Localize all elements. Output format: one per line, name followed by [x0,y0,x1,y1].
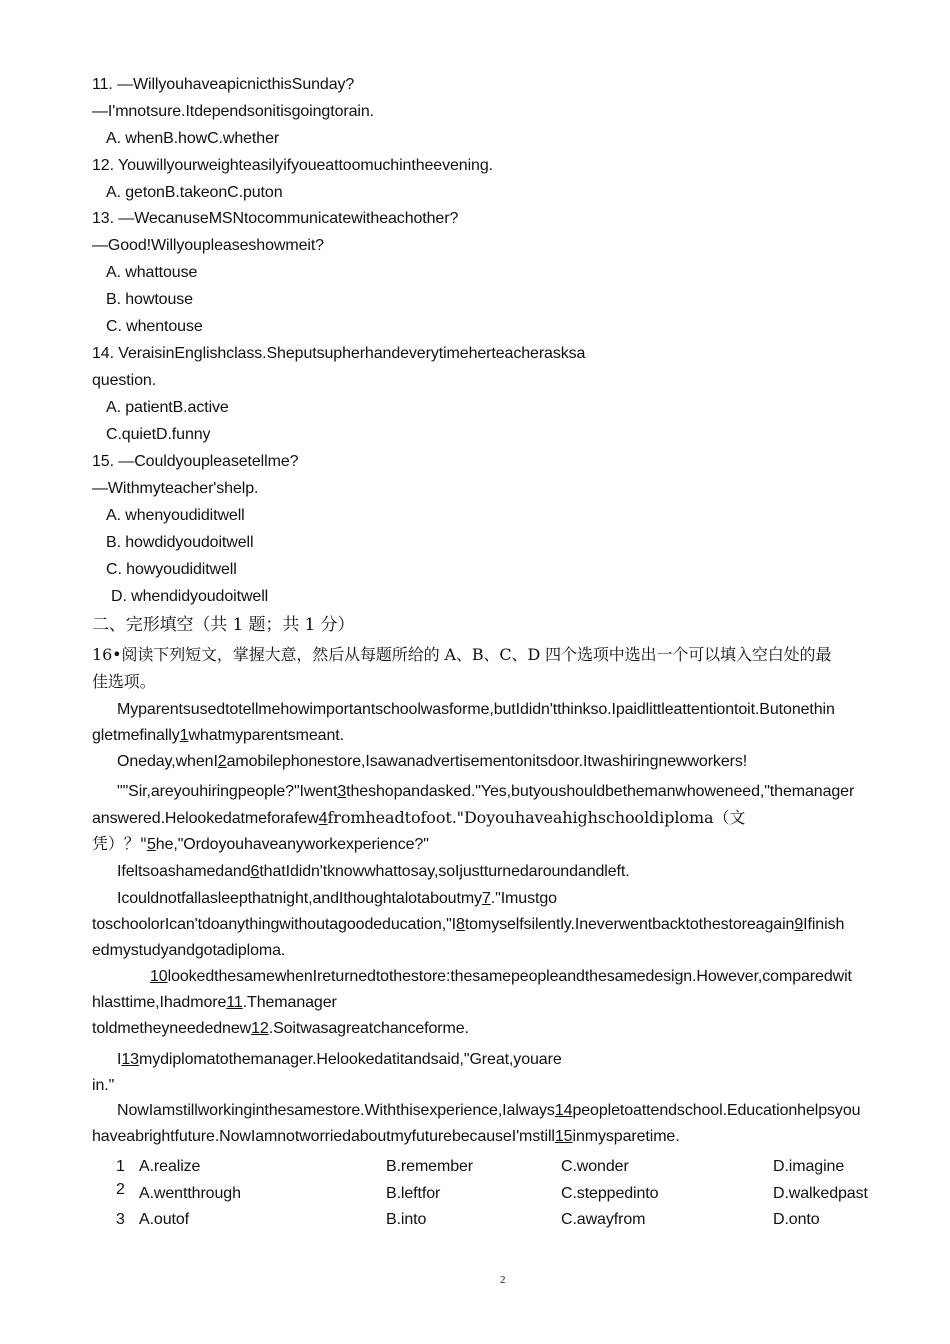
option-number: 2 [116,1181,125,1198]
option-number: 3 [116,1211,125,1228]
blank-15: 15 [554,1128,573,1145]
passage-line: I13mydiplomatothemanager.Helookedatitandsaid,"Great,youare [117,1051,562,1068]
passage-line: gletmefinally1whatmyparentsmeant. [92,727,344,744]
section-instruction-line2: 佳选项。 [92,672,156,691]
blank-14: 14 [554,1102,573,1119]
passage-line: Oneday,whenI2amobilephonestore,Isawanadvertisementonitsdoor.Itwashiringnewworkers! [117,753,748,770]
q15-option-b: B. howdidyoudoitwell [106,534,254,551]
option-d: D.walkedpast [773,1185,868,1202]
blank-7: 7 [481,890,491,907]
q13-option-c: C. whentouse [106,318,203,335]
passage-line: edmystudyandgotadiploma. [92,942,286,959]
passage-line: Myparentsusedtotellmehowimportantschoolwasforme,butIdidn'tthinkso.Ipaidlittleattentiontoit.Butonethin [117,701,835,718]
q15-option-c: C. howyoudiditwell [106,561,237,578]
passage-line: toschoolorIcan'tdoanythingwithoutagoodeducation,"I8tomyselfsilently.Ineverwentbacktothestoreagain9Ifinish [92,916,845,933]
option-c: C.awayfrom [561,1211,646,1228]
option-a: A.wentthrough [139,1185,241,1202]
passage-line: Icouldnotfallasleepthatnight,andIthoughtalotaboutmy7."Imustgo [117,890,557,907]
q14-options-cd: C.quietD.funny [106,426,211,443]
blank-4: 4 [318,810,328,827]
q15-reply: —Withmyteacher'shelp. [92,480,259,497]
blank-9: 9 [794,916,804,933]
section-heading: 二、完形填空（共 1 题；共 1 分） [92,615,355,635]
q13-option-b: B. howtouse [106,291,193,308]
blank-6: 6 [250,863,260,880]
q15-stem: 15. —Couldyoupleasetellme? [92,453,299,470]
q15-option-a: A. whenyoudiditwell [106,507,245,524]
passage-line: haveabrightfuture.NowIamnotworriedaboutmyfuturebecauseI'mstill15inmysparetime. [92,1128,680,1145]
passage-line: ""Sir,areyouhiringpeople?"Iwent3theshopandasked."Yes,butyoushouldbethemanwhoweneed,"themanager [117,783,855,800]
blank-11: 11 [226,994,243,1011]
q12-options: A. getonB.takeonC.puton [106,184,283,201]
option-d: D.imagine [773,1158,845,1175]
q14-options-ab: A. patientB.active [106,399,229,416]
q11-options: A. whenB.howC.whether [106,130,280,147]
q13-option-a: A. whattouse [106,264,198,281]
option-b: B.into [386,1211,427,1228]
passage-line: 10lookedthesamewhenIreturnedtothestore:thesamepeopleandthesamedesign.However,comparedwit [150,968,852,985]
passage-line: answered.Helookedatmeforafew4fromheadtofoot."Doyouhaveahighschooldiploma（文 [92,808,746,827]
passage-line: NowIamstillworkinginthesamestore.Withthisexperience,Ialways14peopletoattendschool.Educationhelpsyou [117,1102,861,1119]
passage-line: toldmetheyneedednew12.Soitwasagreatchanceforme. [92,1020,469,1037]
option-c: C.steppedinto [561,1185,659,1202]
blank-10: 10 [150,968,168,985]
section-instruction-line1: 16•阅读下列短文，掌握大意，然后从每题所给的 A、B、C、D 四个选项中选出一个可以填入空白处的最 [92,645,832,664]
option-b: B.leftfor [386,1185,441,1202]
option-c: C.wonder [561,1158,629,1175]
blank-5: 5 [146,836,156,853]
page-number: 2 [500,1274,506,1286]
option-a: A.realize [139,1158,201,1175]
option-b: B.remember [386,1158,474,1175]
option-number: 1 [116,1158,125,1175]
blank-1: 1 [179,727,189,744]
q12-stem: 12. Youwillyourweighteasilyifyoueattoomuchintheevening. [92,157,493,174]
passage-line: 凭）？"5he,"Ordoyouhaveanyworkexperience?" [92,834,429,853]
option-d: D.onto [773,1211,820,1228]
passage-line: Ifeltsoashamedand6thatIdidn'tknowwhattosay,soIjustturnedaroundandleft. [117,863,630,880]
q14-stem-cont: question. [92,372,157,389]
blank-3: 3 [337,783,347,800]
q13-stem: 13. —WecanuseMSNtocommunicatewitheachother? [92,210,459,227]
q14-stem: 14. VeraisinEnglishclass.Sheputsupherhandeverytimeherteacherasksa [92,345,586,362]
blank-8: 8 [456,916,465,933]
blank-12: 12 [251,1020,269,1037]
passage-line: in." [92,1077,115,1094]
q15-option-d: D. whendidyoudoitwell [111,588,269,605]
q11-stem: 11. —WillyouhaveapicnicthisSunday? [92,76,355,93]
passage-line: hlasttime,Ihadmore11.Themanager [92,994,337,1011]
q13-reply: —Good!Willyoupleaseshowmeit? [92,237,324,254]
blank-2: 2 [217,753,227,770]
option-a: A.outof [139,1211,190,1228]
q11-reply: —I'mnotsure.Itdependsonitisgoingtorain. [92,103,374,120]
blank-13: 13 [121,1051,139,1068]
